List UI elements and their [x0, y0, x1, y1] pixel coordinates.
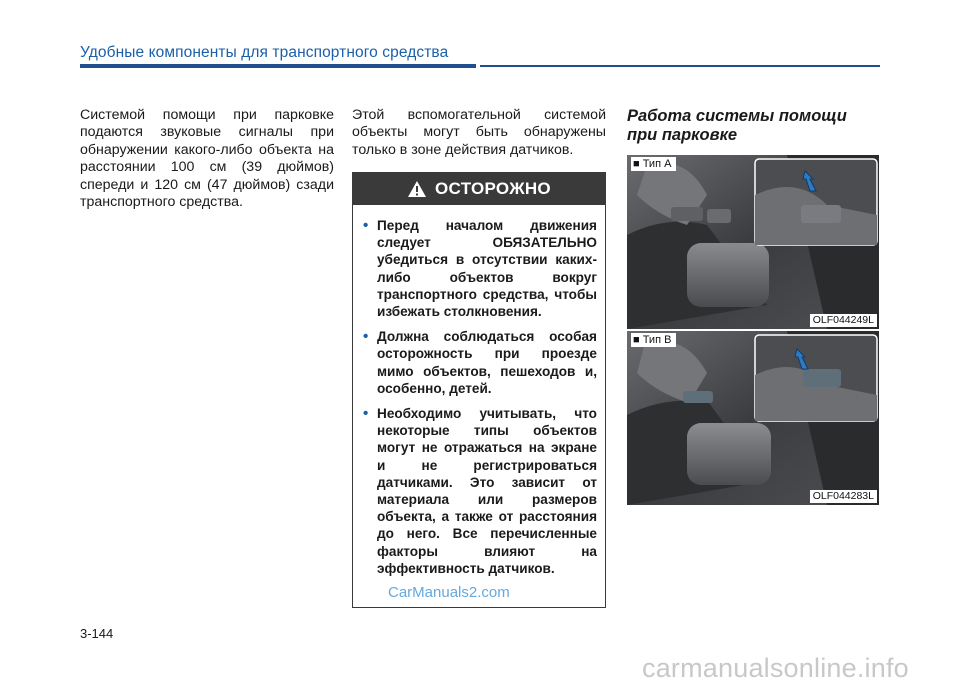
figure-label: ■ Тип B	[631, 333, 676, 347]
figure-type-b	[627, 331, 879, 505]
header-rule-thin	[480, 65, 880, 67]
figure-type-a	[627, 155, 879, 329]
figure-code: OLF044249L	[810, 314, 877, 327]
section-title: Работа системы помощи при парковке	[627, 107, 847, 144]
paragraph-column-1: Системой помощи при парковке подаются звуковые сигналы при обнаружении какого-либо объекта на расстоянии 100 см (39 дюймов) спереди и 120 см (47 дюймов) сзади транспортного средства.	[80, 107, 334, 211]
warning-item: • Должна соблюдаться особая осторожность при проезде мимо объектов, пешеходов и, особенно, детей.	[363, 328, 597, 397]
watermark-carmanuals2: CarManuals2.com	[388, 584, 510, 601]
warning-box	[352, 172, 606, 608]
warning-title: ОСТОРОЖНО	[435, 179, 551, 198]
console-photo-b	[627, 331, 879, 505]
header-rule-thick	[80, 64, 476, 68]
paragraph-column-2: Этой вспомогательной системой объекты могут быть обнаружены только в зоне действия датчиков.	[352, 107, 606, 158]
page-number: 3-144	[80, 626, 114, 641]
warning-item: • Необходимо учитывать, что некоторые типы объектов могут не отражаться на экране и не регистрироваться датчиками. Это зависит от материала или размеров объекта, а также от расстояния до него. Все перечисленные факторы влияют на эффективность датчиков.	[363, 405, 597, 577]
header-title: Удобные компоненты для транспортного средства	[80, 44, 449, 61]
warning-list	[353, 205, 605, 577]
figure-label: ■ Тип A	[631, 157, 676, 171]
console-photo-a	[627, 155, 879, 329]
warning-header	[353, 173, 605, 205]
watermark-carmanualsonline[interactable]: carmanualsonline.info	[642, 653, 909, 683]
warning-triangle-icon	[407, 180, 427, 198]
figure-code: OLF044283L	[810, 490, 877, 503]
warning-item: • Перед началом движения следует ОБЯЗАТЕЛЬНО убедиться в отсутствии каких-либо объектов вокруг транспортного средства, чтобы избежать столкновения.	[363, 217, 597, 320]
